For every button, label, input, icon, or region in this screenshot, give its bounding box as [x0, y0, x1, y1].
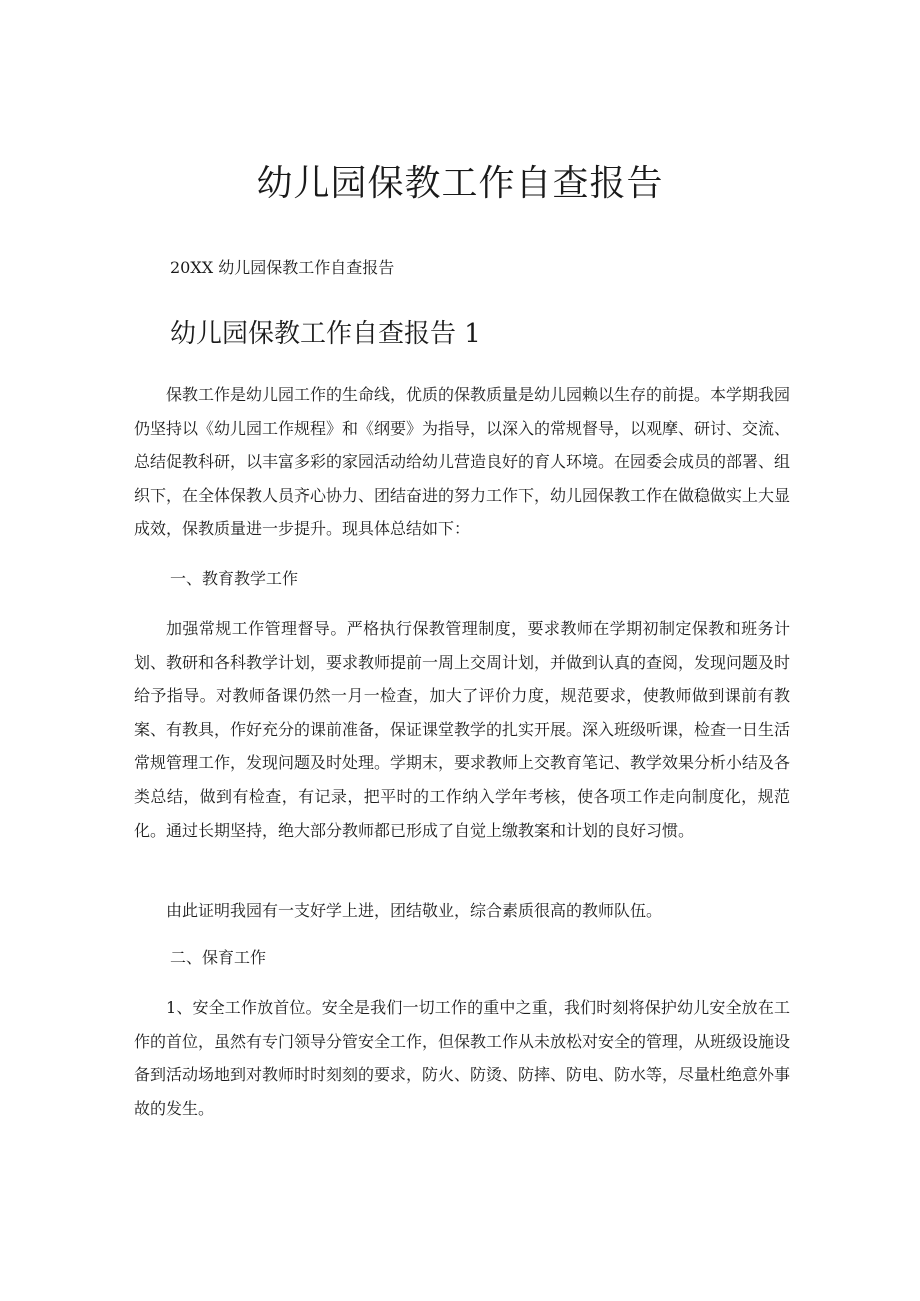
proof-paragraph: 由此证明我园有一支好学上进，团结敬业，综合素质很高的教师队伍。: [166, 901, 663, 920]
intro-paragraph: 保教工作是幼儿园工作的生命线，优质的保教质量是幼儿园赖以生存的前提。本学期我园仍坚持以《幼儿园工作规程》和《纲要》为指导，以深入的常规督导，以观摩、研讨、交流、总结促教科研，以丰富多彩的家园活动给幼儿营造良好的育人环境。在园委会成员的部署、组织下，在全体保教人员齐心协力、团结奋进的努力工作下，幼儿园保教工作在做稳做实上大显成效，保教质量进一步提升。现具体总结如下：: [134, 385, 791, 539]
safety-paragraph: 1、安全工作放首位。安全是我们一切工作的重中之重，我们时刻将保护幼儿安全放在工作的首位，虽然有专门领导分管安全工作，但保教工作从未放松对安全的管理，从班级设施设备到活动场地到对教师时时刻刻的要求，防火、防烫、防摔、防电、防水等，尽量杜绝意外事故的发生。: [134, 998, 791, 1118]
document-subtitle: 20XX 幼儿园保教工作自查报告: [170, 258, 395, 277]
section-heading: 幼儿园保教工作自查报告 1: [170, 319, 481, 349]
document-title: 幼儿园保教工作自查报告: [256, 163, 664, 204]
education-paragraph: 加强常规工作管理督导。严格执行保教管理制度，要求教师在学期初制定保教和班务计划、教研和各科教学计划，要求教师提前一周上交周计划，并做到认真的查阅，发现问题及时给予指导。对教师备课仍然一月一检查，加大了评价力度，规范要求，使教师做到课前有教案、有教具，作好充分的课前准备，保证课堂教学的扎实开展。深入班级听课，检查一日生活常规管理工作，发现问题及时处理。学期末，要求教师上交教育笔记、教学效果分析小结及各类总结，做到有检查，有记录，把平时的工作纳入学年考核，使各项工作走向制度化，规范化。通过长期坚持，绝大部分教师都已形成了自觉上缴教案和计划的良好习惯。: [134, 619, 791, 840]
heading-care: 二、保育工作: [170, 948, 267, 967]
heading-education: 一、教育教学工作: [170, 569, 299, 588]
